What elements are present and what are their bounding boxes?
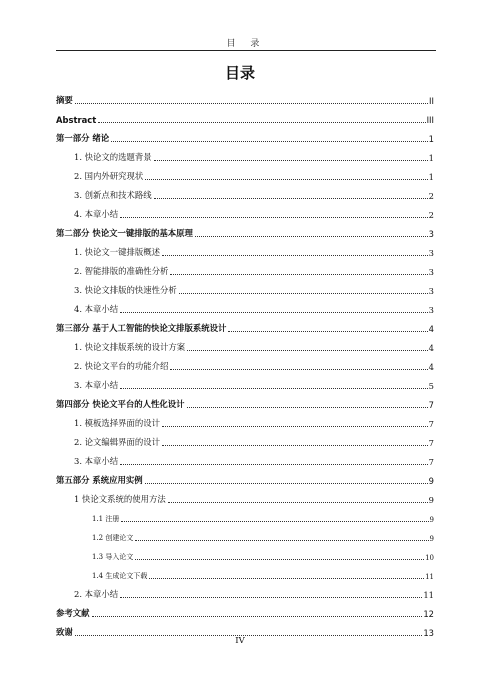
running-header: 目 录 xyxy=(226,39,266,49)
toc-entry-page: 12 xyxy=(423,609,434,619)
header-rule xyxy=(56,50,436,51)
toc-entry-page: 9 xyxy=(429,516,434,524)
toc-entry[interactable] xyxy=(56,125,434,144)
dot-leader xyxy=(145,178,427,180)
dot-leader xyxy=(120,463,428,465)
table-of-contents xyxy=(56,87,434,638)
dot-leader xyxy=(154,159,428,161)
toc-entry[interactable] xyxy=(56,258,434,277)
toc-entry-label: 2. 本章小结 xyxy=(74,589,119,599)
toc-entry[interactable] xyxy=(56,201,434,220)
dot-leader xyxy=(228,330,427,332)
dot-leader xyxy=(179,292,428,294)
dot-leader xyxy=(120,387,428,389)
toc-entry-label: 2. 国内外研究现状 xyxy=(74,171,144,181)
toc-entry-page: 3 xyxy=(428,305,434,315)
dot-leader xyxy=(135,558,424,560)
toc-entry-page: 11 xyxy=(425,573,434,581)
toc-entry-page: 11 xyxy=(423,590,434,600)
toc-entry-page: 9 xyxy=(429,535,434,543)
toc-entry[interactable] xyxy=(56,391,434,410)
toc-entry-page: 3 xyxy=(428,286,434,296)
toc-entry-label: 1.4 生成论文下载 xyxy=(92,572,148,580)
dot-leader xyxy=(195,235,428,237)
toc-entry-label: 4. 本章小结 xyxy=(74,304,119,314)
toc-entry-label: 3. 本章小结 xyxy=(74,380,119,390)
toc-entry-page: 13 xyxy=(423,628,434,638)
toc-entry-label: 第一部分 绪论 xyxy=(56,133,110,143)
toc-entry-page: 7 xyxy=(428,438,434,448)
dot-leader xyxy=(120,596,422,598)
toc-entry-page: 7 xyxy=(428,419,434,429)
toc-entry-page: 5 xyxy=(428,381,434,391)
toc-entry-label: 1. 快论文排版系统的设计方案 xyxy=(74,342,186,352)
toc-entry-label: 致谢 xyxy=(56,627,73,637)
toc-entry-label: 3. 本章小结 xyxy=(74,456,119,466)
toc-entry-label: 3. 快论文排版的快速性分析 xyxy=(74,285,177,295)
toc-entry[interactable] xyxy=(56,410,434,429)
toc-entry-page: 7 xyxy=(428,457,434,467)
toc-entry[interactable] xyxy=(56,87,434,106)
dot-leader xyxy=(75,102,428,104)
toc-entry-label: 1.1 注册 xyxy=(92,515,120,523)
toc-entry[interactable] xyxy=(56,524,434,543)
toc-entry-page: 2 xyxy=(428,191,434,201)
toc-entry-label: 2. 智能排版的准确性分析 xyxy=(74,266,169,276)
dot-leader xyxy=(187,406,428,408)
toc-entry[interactable] xyxy=(56,315,434,334)
toc-entry[interactable] xyxy=(56,239,434,258)
toc-entry-page: II xyxy=(429,96,434,106)
toc-entry[interactable] xyxy=(56,581,434,600)
toc-entry-label: 1 快论文系统的使用方法 xyxy=(74,494,166,504)
dot-leader xyxy=(162,444,428,446)
toc-entry[interactable] xyxy=(56,334,434,353)
dot-leader xyxy=(162,254,428,256)
page-number: IV xyxy=(235,636,245,646)
toc-entry-label: Abstract xyxy=(56,115,97,125)
toc-entry-page: 1 xyxy=(428,134,434,144)
toc-entry-label: 4. 本章小结 xyxy=(74,209,119,219)
toc-entry-page: III xyxy=(426,115,434,125)
toc-entry[interactable] xyxy=(56,220,434,239)
toc-entry-label: 1.3 导入论文 xyxy=(92,553,134,561)
toc-entry[interactable] xyxy=(56,163,434,182)
toc-entry-page: 3 xyxy=(428,267,434,277)
dot-leader xyxy=(168,501,428,503)
toc-entry-label: 参考文献 xyxy=(56,608,90,618)
dot-leader xyxy=(121,520,428,522)
toc-entry-page: 9 xyxy=(428,495,434,505)
dot-leader xyxy=(120,311,428,313)
toc-entry[interactable] xyxy=(56,296,434,315)
toc-entry-page: 4 xyxy=(428,362,434,372)
toc-entry[interactable] xyxy=(56,372,434,391)
dot-leader xyxy=(92,615,423,617)
toc-entry-label: 1. 快论文一键排版概述 xyxy=(74,247,161,257)
toc-entry-page: 1 xyxy=(428,172,434,182)
dot-leader xyxy=(145,482,428,484)
toc-entry-page: 3 xyxy=(428,248,434,258)
toc-entry[interactable] xyxy=(56,505,434,524)
toc-entry[interactable] xyxy=(56,106,434,125)
toc-entry-label: 1.2 创建论文 xyxy=(92,534,134,542)
toc-entry[interactable] xyxy=(56,277,434,296)
toc-entry-label: 3. 创新点和技术路线 xyxy=(74,190,152,200)
toc-entry[interactable] xyxy=(56,448,434,467)
page-title: 目录 xyxy=(224,64,255,82)
toc-entry-page: 4 xyxy=(428,343,434,353)
toc-entry-page: 9 xyxy=(428,476,434,486)
toc-entry-label: 1. 模板选择界面的设计 xyxy=(74,418,161,428)
toc-entry-label: 1. 快论文的选题背景 xyxy=(74,152,152,162)
dot-leader xyxy=(170,368,427,370)
toc-entry[interactable] xyxy=(56,467,434,486)
toc-entry-label: 第二部分 快论文一键排版的基本原理 xyxy=(56,228,193,238)
toc-entry-page: 10 xyxy=(425,554,434,562)
dot-leader xyxy=(170,273,427,275)
toc-entry-page: 7 xyxy=(428,400,434,410)
toc-entry[interactable] xyxy=(56,182,434,201)
dot-leader xyxy=(98,121,425,123)
toc-entry[interactable] xyxy=(56,486,434,505)
dot-leader xyxy=(154,197,428,199)
toc-entry-page: 4 xyxy=(428,324,434,334)
toc-entry[interactable] xyxy=(56,429,434,448)
toc-entry[interactable] xyxy=(56,600,434,619)
dot-leader xyxy=(135,539,428,541)
toc-entry[interactable] xyxy=(56,562,434,581)
toc-entry-label: 2. 快论文平台的功能介绍 xyxy=(74,361,169,371)
toc-entry-label: 摘要 xyxy=(56,95,73,105)
toc-entry[interactable] xyxy=(56,144,434,163)
dot-leader xyxy=(120,216,428,218)
dot-leader xyxy=(187,349,428,351)
toc-entry-label: 第五部分 系统应用实例 xyxy=(56,475,143,485)
dot-leader xyxy=(162,425,428,427)
toc-entry-page: 2 xyxy=(428,210,434,220)
toc-entry-label: 2. 论文编辑界面的设计 xyxy=(74,437,161,447)
toc-entry-page: 1 xyxy=(428,153,434,163)
toc-entry[interactable] xyxy=(56,543,434,562)
toc-entry-page: 3 xyxy=(428,229,434,239)
dot-leader xyxy=(111,140,427,142)
dot-leader xyxy=(149,577,424,579)
toc-entry-label: 第三部分 基于人工智能的快论文排版系统设计 xyxy=(56,323,227,333)
toc-entry-label: 第四部分 快论文平台的人性化设计 xyxy=(56,399,185,409)
toc-entry[interactable] xyxy=(56,353,434,372)
